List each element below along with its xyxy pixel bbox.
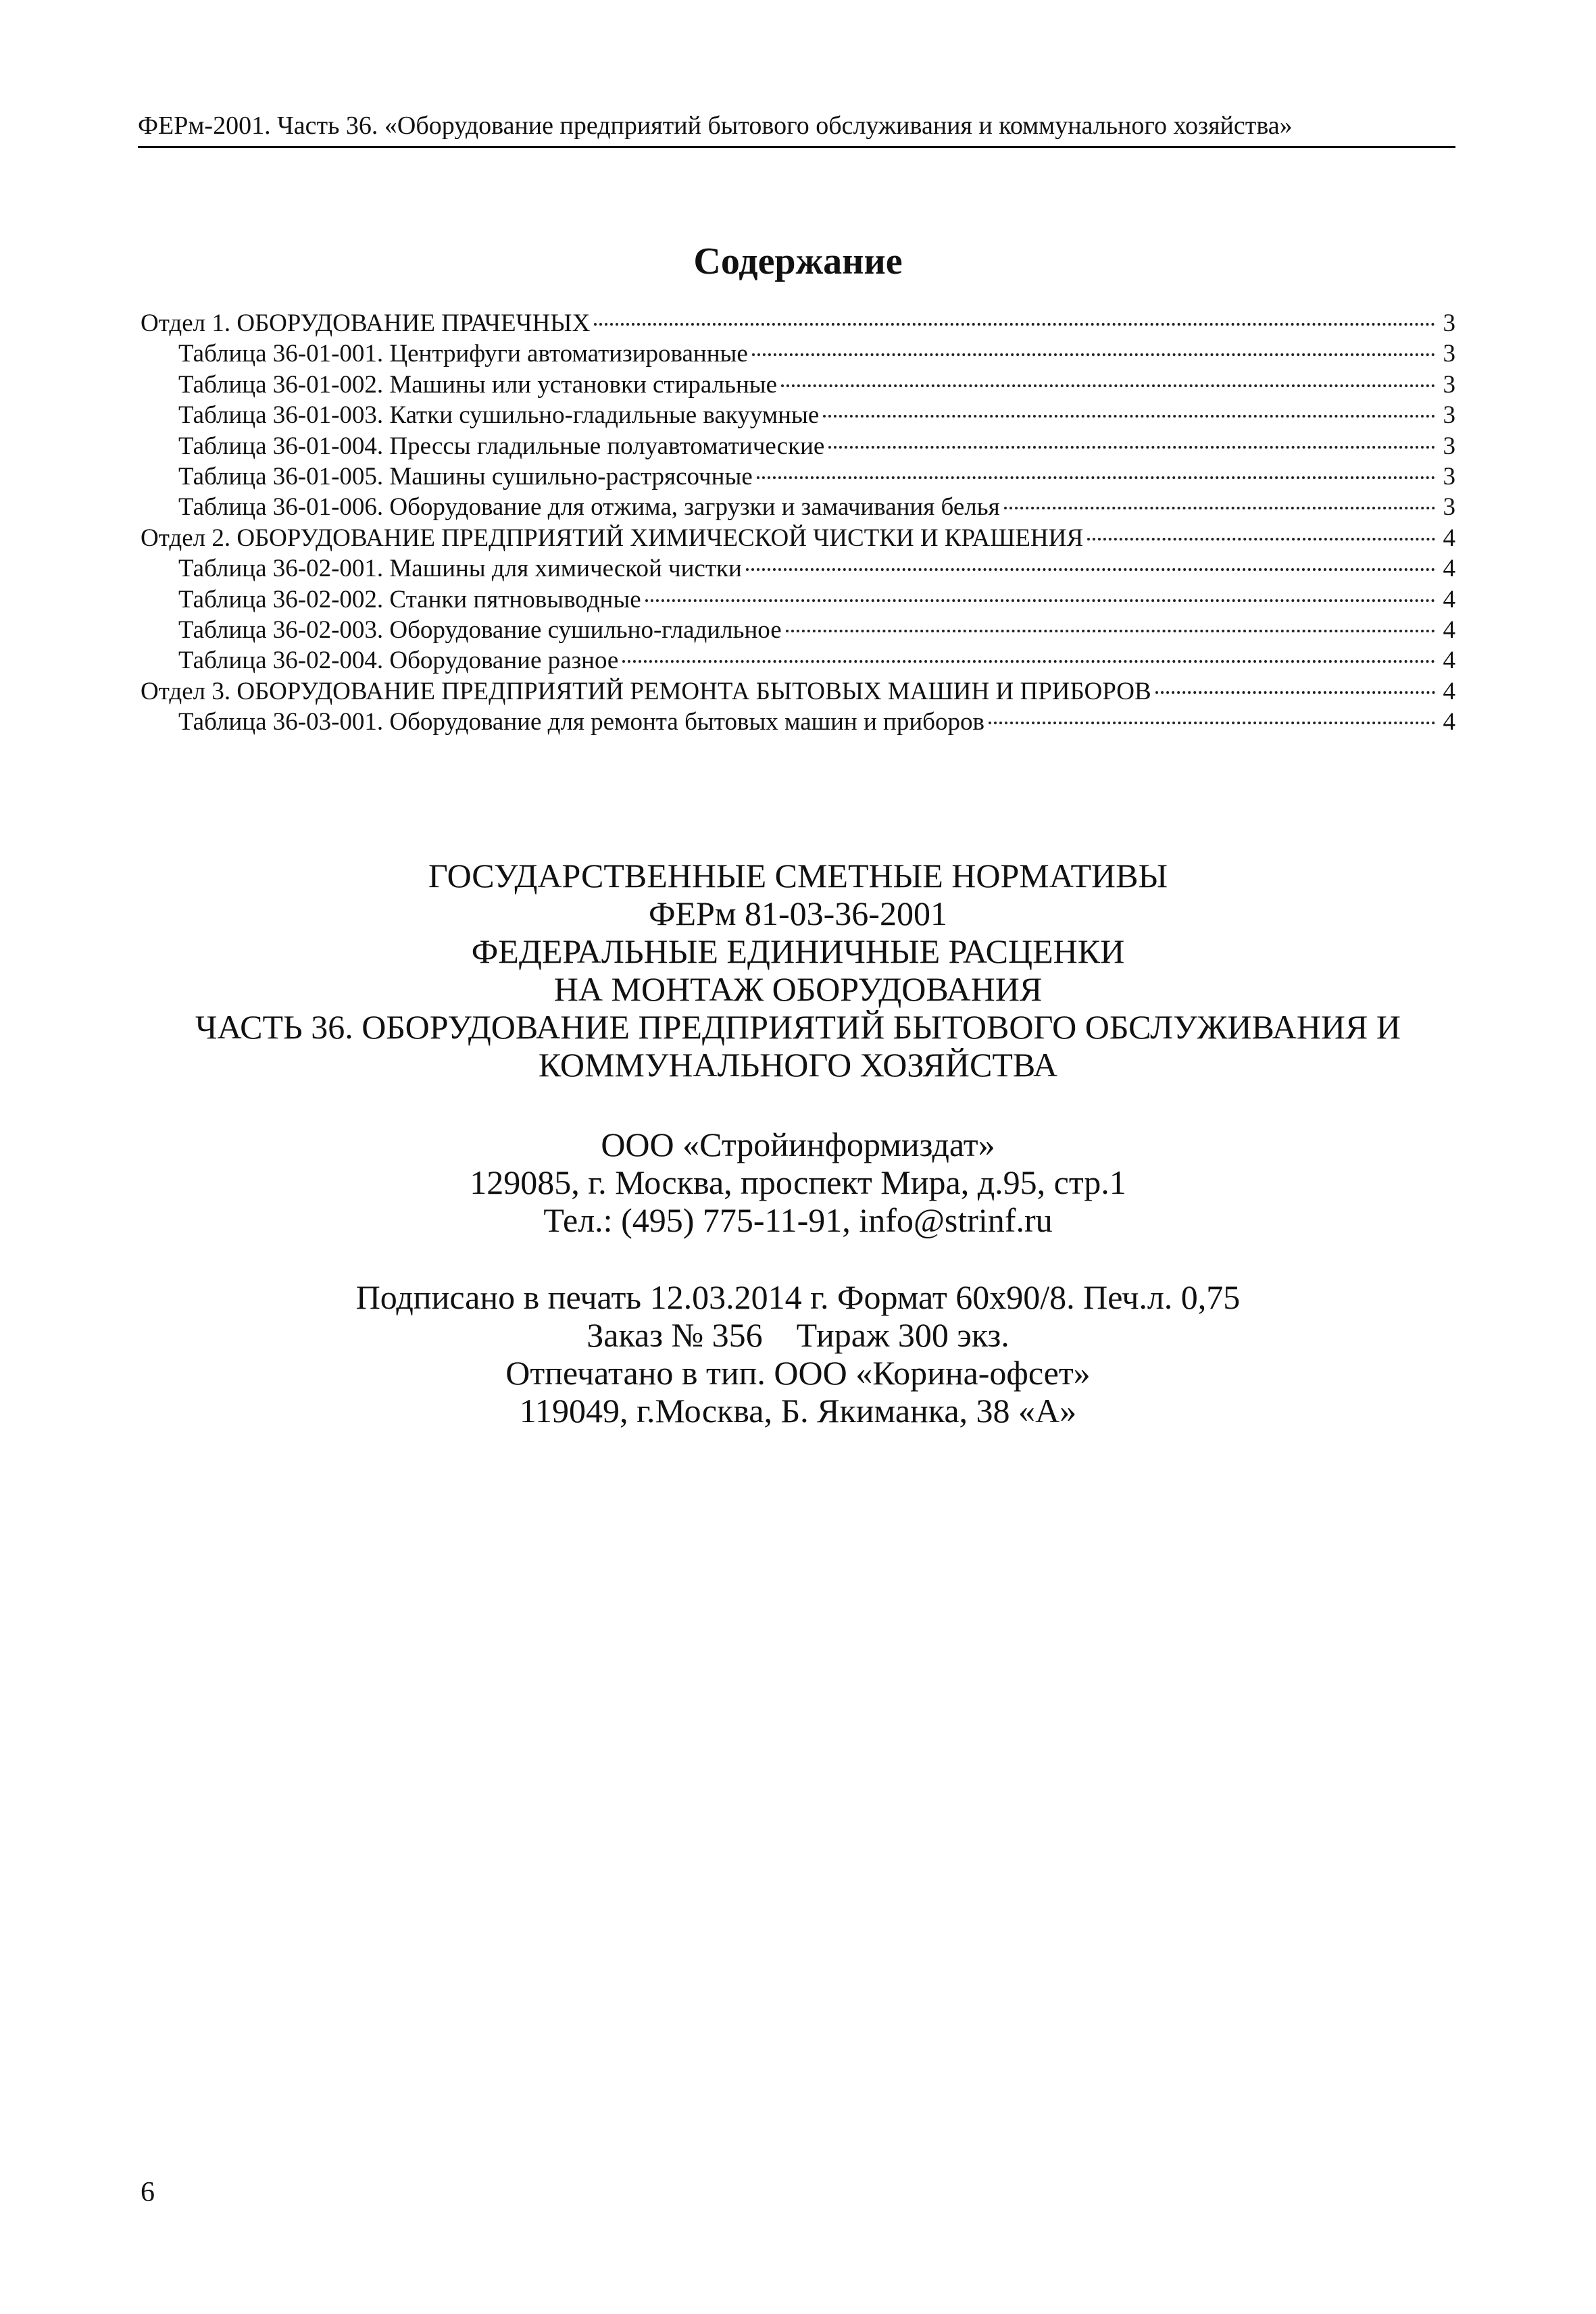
toc-entry-label: Таблица 36-03-001. Оборудование для ремонта бытовых машин и приборов (178, 708, 984, 736)
toc-entry-table-36-01-004[interactable] (141, 431, 1455, 461)
toc-entry-page: 4 (1443, 524, 1455, 552)
toc-entry-table-36-01-006[interactable] (141, 492, 1455, 522)
title-line: КОММУНАЛЬНОГО ХОЗЯЙСТВА (538, 1046, 1058, 1084)
table-of-contents (141, 308, 1455, 737)
toc-entry-table-36-02-002[interactable] (141, 584, 1455, 615)
toc-entry-page: 4 (1443, 708, 1455, 736)
toc-entry-page: 3 (1443, 309, 1455, 337)
toc-entry-label: Таблица 36-02-001. Машины для химической чистки (178, 555, 742, 583)
toc-entry-section-3[interactable] (141, 676, 1455, 707)
publisher-name: ООО «Стройинформиздат» (601, 1126, 995, 1163)
toc-title: Содержание (693, 241, 903, 282)
print-info-line: Заказ № 356 Тираж 300 экз. (587, 1316, 1009, 1354)
publisher-contact: Тел.: (495) 775-11-91, info@strinf.ru (543, 1201, 1053, 1239)
toc-entry-page: 4 (1443, 555, 1455, 583)
toc-entry-section-1[interactable] (141, 308, 1455, 338)
toc-entry-label: Таблица 36-01-002. Машины или установки стиральные (178, 370, 778, 399)
toc-entry-page: 3 (1443, 462, 1455, 491)
toc-leader-dots (781, 384, 1435, 387)
toc-entry-page: 3 (1443, 432, 1455, 460)
document-title-block (0, 857, 1596, 1084)
toc-leader-dots (823, 414, 1435, 418)
toc-entry-label: Отдел 1. ОБОРУДОВАНИЕ ПРАЧЕЧНЫХ (141, 309, 591, 337)
toc-leader-dots (757, 476, 1435, 479)
toc-entry-page: 4 (1443, 677, 1455, 705)
publisher-block (0, 1126, 1596, 1239)
publisher-address: 129085, г. Москва, проспект Мира, д.95, стр.1 (470, 1163, 1126, 1201)
toc-leader-dots (1004, 506, 1435, 509)
print-info-line: Отпечатано в тип. ООО «Корина-офсет» (505, 1354, 1091, 1392)
toc-entry-table-36-01-005[interactable] (141, 461, 1455, 492)
toc-entry-page: 4 (1443, 647, 1455, 675)
toc-entry-section-2[interactable] (141, 523, 1455, 553)
title-line: НА МОНТАЖ ОБОРУДОВАНИЯ (553, 970, 1043, 1008)
print-info-line: 119049, г.Москва, Б. Якиманка, 38 «А» (519, 1392, 1077, 1430)
toc-entry-table-36-01-003[interactable] (141, 400, 1455, 430)
print-info-line: Подписано в печать 12.03.2014 г. Формат 60x90/8. Печ.л. 0,75 (355, 1278, 1241, 1316)
toc-entry-table-36-03-001[interactable] (141, 707, 1455, 737)
title-line: ГОСУДАРСТВЕННЫЕ СМЕТНЫЕ НОРМАТИВЫ (428, 857, 1168, 895)
page-number: 6 (141, 2177, 155, 2208)
toc-entry-page: 3 (1443, 401, 1455, 430)
toc-entry-table-36-02-004[interactable] (141, 645, 1455, 676)
toc-leader-dots (786, 629, 1435, 632)
toc-entry-page: 3 (1443, 370, 1455, 399)
running-header: ФЕРм-2001. Часть 36. «Оборудование предприятий бытового обслуживания и коммунального хозяйства» (138, 109, 1455, 148)
title-line: ЧАСТЬ 36. ОБОРУДОВАНИЕ ПРЕДПРИЯТИЙ БЫТОВОГО ОБСЛУЖИВАНИЯ И (195, 1008, 1401, 1046)
toc-entry-label: Таблица 36-02-003. Оборудование сушильно-гладильное (178, 615, 782, 644)
toc-entry-label: Таблица 36-02-004. Оборудование разное (178, 647, 619, 675)
toc-entry-label: Таблица 36-01-004. Прессы гладильные полуавтоматические (178, 432, 825, 460)
toc-entry-page: 3 (1443, 340, 1455, 368)
toc-leader-dots (1155, 690, 1435, 694)
toc-entry-page: 4 (1443, 585, 1455, 613)
title-line: ФЕДЕРАЛЬНЫЕ ЕДИНИЧНЫЕ РАСЦЕНКИ (471, 932, 1125, 970)
toc-entry-label: Таблица 36-01-003. Катки сушильно-гладильные вакуумные (178, 401, 820, 430)
toc-entry-page: 4 (1443, 615, 1455, 644)
toc-entry-table-36-01-001[interactable] (141, 338, 1455, 369)
toc-entry-label: Таблица 36-02-002. Станки пятновыводные (178, 585, 641, 613)
toc-leader-dots (746, 568, 1435, 571)
toc-entry-label: Отдел 3. ОБОРУДОВАНИЕ ПРЕДПРИЯТИЙ РЕМОНТА БЫТОВЫХ МАШИН И ПРИБОРОВ (141, 677, 1151, 705)
toc-entry-label: Таблица 36-01-001. Центрифуги автоматизированные (178, 340, 748, 368)
toc-entry-label: Таблица 36-01-006. Оборудование для отжима, загрузки и замачивания белья (178, 493, 1000, 522)
toc-entry-table-36-01-002[interactable] (141, 370, 1455, 400)
title-line: ФЕРм 81-03-36-2001 (649, 895, 947, 932)
toc-leader-dots (989, 721, 1435, 724)
toc-leader-dots (645, 599, 1435, 602)
toc-entry-table-36-02-003[interactable] (141, 615, 1455, 645)
toc-leader-dots (1087, 537, 1435, 540)
toc-entry-page: 3 (1443, 493, 1455, 522)
toc-leader-dots (828, 445, 1435, 449)
toc-leader-dots (622, 659, 1435, 663)
toc-entry-table-36-02-001[interactable] (141, 553, 1455, 584)
toc-leader-dots (594, 322, 1435, 326)
print-info-block (0, 1278, 1596, 1430)
toc-entry-label: Отдел 2. ОБОРУДОВАНИЕ ПРЕДПРИЯТИЙ ХИМИЧЕСКОЙ ЧИСТКИ И КРАШЕНИЯ (141, 524, 1084, 552)
toc-entry-label: Таблица 36-01-005. Машины сушильно-растрясочные (178, 462, 753, 491)
toc-leader-dots (752, 353, 1435, 356)
